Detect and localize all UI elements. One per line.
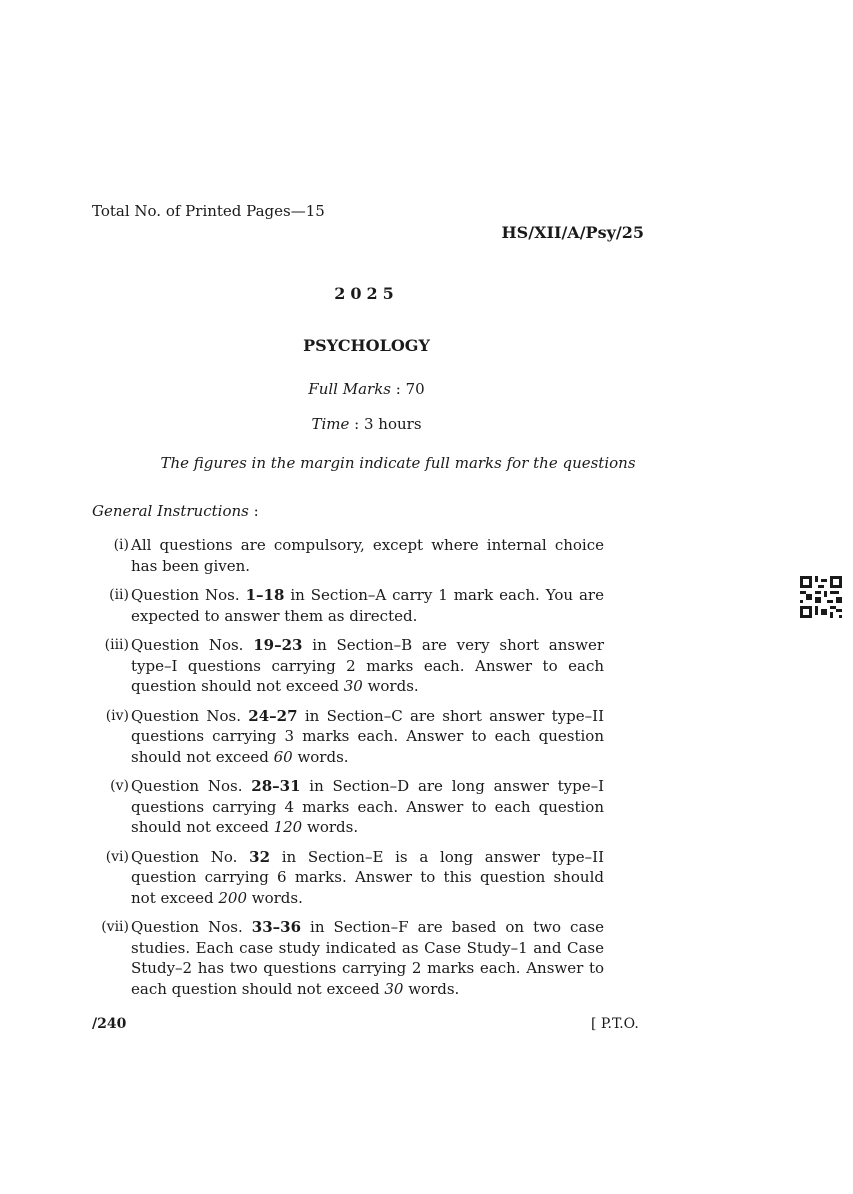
instruction-fragment: in Section–F are based on two case studies. Each case study indicated as Case Study–1 and Case Study–2 has two questions carrying 2 marks each. Answer to each question should not exceed	[131, 918, 604, 998]
instruction-fragment: Question No.	[131, 847, 250, 866]
word-limit: 30	[384, 979, 404, 998]
word-limit: 30	[343, 677, 363, 695]
instruction-number: (iv)	[105, 707, 129, 724]
instruction-item	[92, 635, 604, 697]
question-range: 19–23	[253, 636, 303, 654]
instruction-item	[92, 847, 604, 909]
full-marks-label: Full Marks	[308, 380, 391, 398]
instruction-fragment: in Section–C are short answer type–II questions carrying 3 marks each. Answer to each question should not exceed	[131, 706, 604, 766]
instruction-text	[131, 917, 604, 999]
page-number: /240	[92, 1016, 127, 1032]
general-instructions-label: General Instructions	[92, 502, 249, 520]
full-marks-value: : 70	[391, 380, 425, 398]
general-instructions-heading	[92, 502, 259, 520]
instruction-item	[92, 776, 604, 838]
question-range: 32	[249, 847, 271, 866]
time-value: : 3 hours	[349, 415, 422, 433]
instruction-fragment: in Section–D are long answer type–I questions carrying 4 marks each. Answer to each question should not exceed	[131, 777, 604, 836]
instruction-text	[131, 585, 604, 626]
instruction-fragment: in Section–E is a long answer type–II question carrying 6 marks. Answer to this question should not exceed	[131, 847, 605, 907]
instruction-text	[131, 847, 604, 909]
instruction-number: (iii)	[104, 637, 129, 653]
instruction-fragment: All questions are compulsory, except where internal choice has been given.	[131, 536, 604, 575]
question-range: 33–36	[251, 918, 302, 936]
please-turn-over: [ P.T.O.	[591, 1016, 639, 1032]
figures-note: The figures in the margin indicate full marks for the questions	[160, 454, 636, 472]
time-label: Time	[311, 415, 350, 433]
instruction-item	[92, 917, 604, 999]
instruction-item	[92, 535, 604, 576]
question-range: 28–31	[251, 777, 301, 795]
instruction-fragment: words.	[292, 747, 349, 766]
instruction-text	[131, 535, 604, 576]
instruction-fragment: words.	[302, 818, 359, 836]
question-range: 1–18	[245, 586, 285, 604]
paper-code: HS/XII/A/Psy/25	[501, 223, 644, 242]
instructions-list	[92, 535, 604, 1008]
instruction-fragment: Question Nos.	[131, 706, 249, 725]
instruction-fragment: Question Nos.	[131, 918, 252, 936]
exam-time	[0, 415, 733, 433]
instruction-number: (ii)	[109, 587, 129, 603]
instruction-fragment: Question Nos.	[131, 777, 252, 795]
instruction-number: (i)	[113, 537, 129, 553]
printed-pages-count: Total No. of Printed Pages—15	[92, 202, 325, 220]
instruction-fragment: in Section–A carry 1 mark each. You are expected to answer them as directed.	[131, 586, 604, 625]
instruction-number: (vii)	[101, 919, 129, 935]
instruction-text	[131, 635, 604, 697]
instruction-fragment: words.	[403, 979, 460, 998]
instruction-text	[131, 706, 604, 768]
word-limit: 60	[273, 747, 293, 766]
exam-year: 2025	[334, 284, 399, 303]
instruction-fragment: Question Nos.	[131, 586, 246, 604]
word-limit: 120	[273, 818, 303, 836]
instruction-fragment: Question Nos.	[131, 636, 254, 654]
question-range: 24–27	[248, 706, 298, 725]
instruction-item	[92, 585, 604, 626]
qr-code-icon	[800, 576, 842, 618]
instruction-fragment: words.	[362, 677, 419, 695]
instruction-text	[131, 776, 604, 838]
subject-title: PSYCHOLOGY	[303, 336, 430, 355]
instruction-fragment: in Section–B are very short answer type–I questions carrying 2 marks each. Answer to each question should not exceed	[131, 636, 604, 695]
instruction-number: (vi)	[105, 848, 129, 865]
full-marks	[0, 380, 733, 398]
instruction-fragment: words.	[247, 888, 303, 907]
instruction-number: (v)	[110, 778, 129, 794]
general-instructions-colon: :	[248, 502, 259, 520]
word-limit: 200	[218, 888, 247, 907]
instruction-item	[92, 706, 604, 768]
